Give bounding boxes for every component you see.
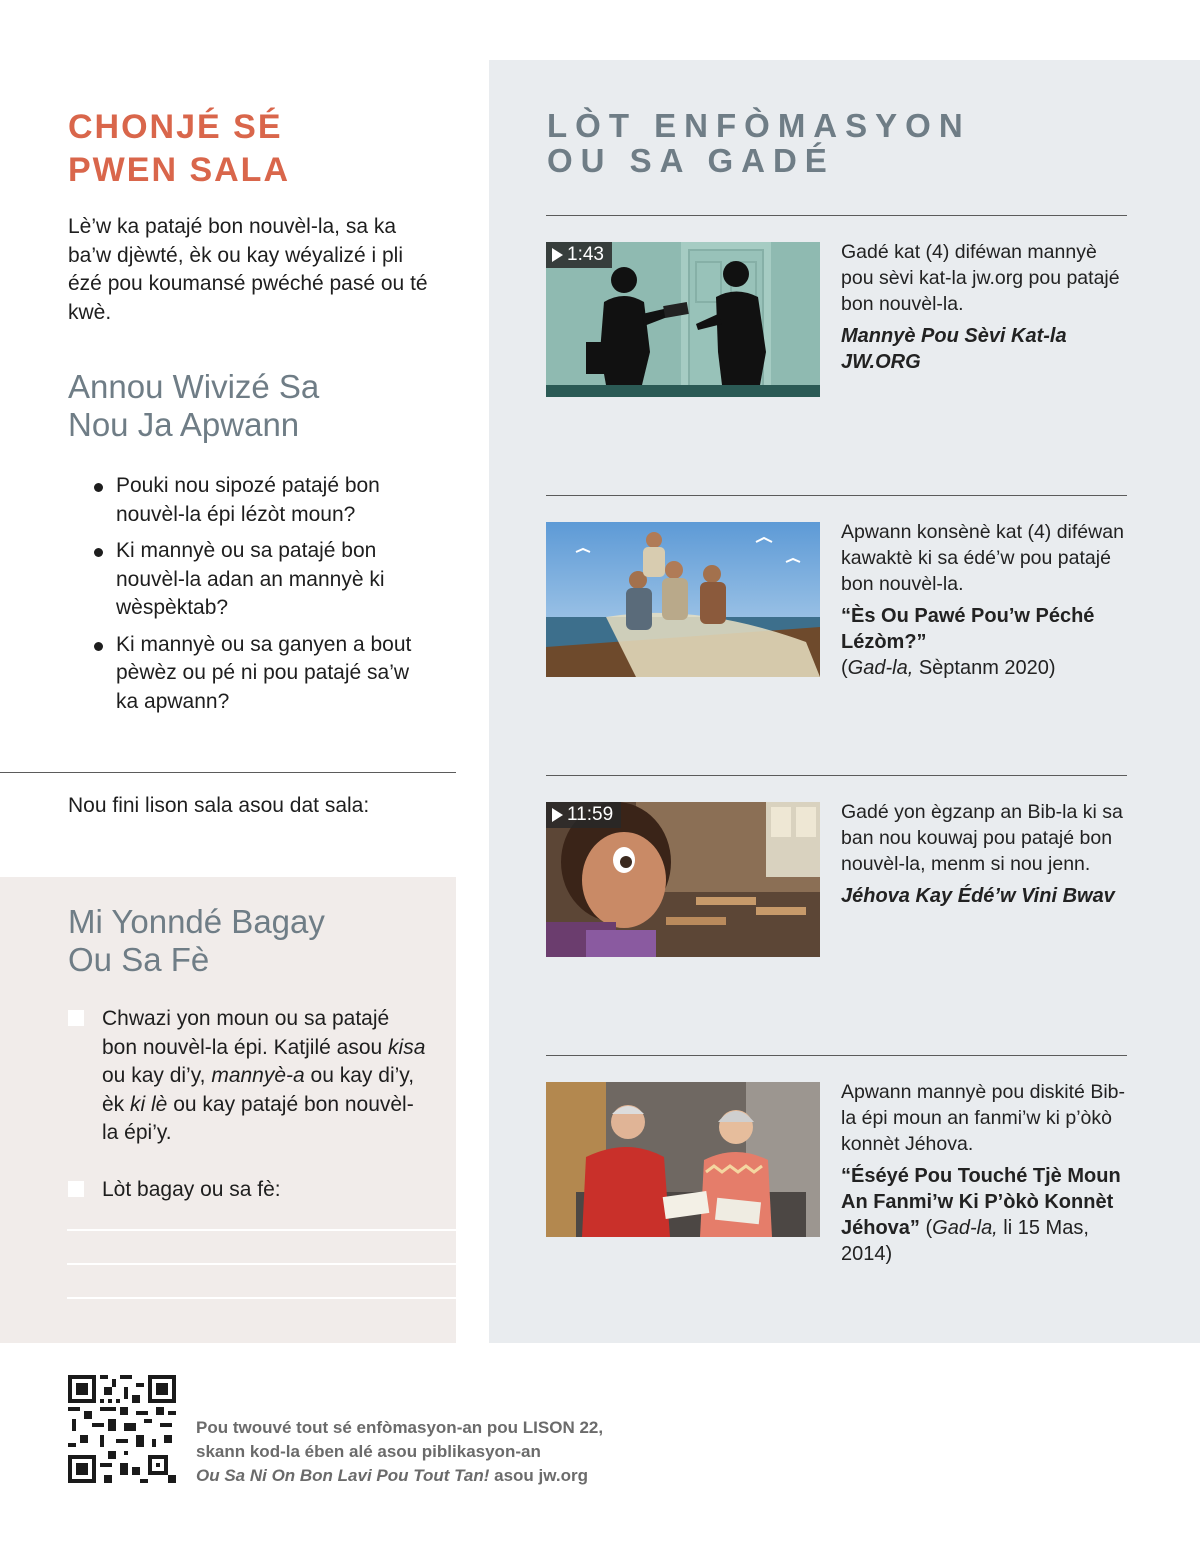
- review-question: Ki mannyè ou sa patajé bon nouvèl-la adan an mannyè ki wèspèktab?: [92, 537, 432, 623]
- publication-ref: (Gad-la, Sèptanm 2020): [841, 657, 1056, 679]
- video-thumbnail[interactable]: [546, 802, 820, 957]
- activity-heading: Mi Yonndé Bagay Ou Sa Fè: [68, 903, 325, 978]
- resource-description: Gadé yon ègzanp an Bib-la ki sa ban nou kouwaj pou patajé bon nouvèl-la, menm si nou jenn. Jéhova Kay Édé’w Vini Bwav: [841, 799, 1131, 909]
- play-icon: [552, 808, 563, 822]
- checkbox[interactable]: [68, 1181, 84, 1197]
- qr-code[interactable]: [68, 1375, 176, 1483]
- completion-date-label[interactable]: Nou fini lison sala asou dat sala:: [68, 794, 370, 817]
- elderly-couple-image: [546, 1082, 820, 1237]
- article-thumbnail[interactable]: [546, 522, 820, 677]
- activity-text: Chwazi yon moun ou sa patajé bon nouvèl-la épi. Katjilé asou kisa ou kay di’y, mannyè-a ou kay di’y, èk ki lè ou kay patajé bon nouvèl-la épi’y.: [102, 1007, 426, 1144]
- video-thumbnail[interactable]: [546, 242, 820, 397]
- divider: [546, 215, 1127, 216]
- divider: [0, 772, 456, 773]
- write-in-line[interactable]: [67, 1229, 456, 1231]
- resource-link[interactable]: “Ès Ou Pawé Pou’w Péché Lézòm?” (Gad-la, Sèptanm 2020): [841, 605, 1095, 679]
- resource-link[interactable]: “Éséyé Pou Touché Tjè Moun An Fanmi’w Ki P’òkò Konnèt Jéhova” (Gad-la, li 15 Mas, 2014): [841, 1165, 1121, 1265]
- play-icon: [552, 248, 563, 262]
- checkbox[interactable]: [68, 1010, 84, 1026]
- review-question: Pouki nou sipozé patajé bon nouvèl-la épi lézòt moun?: [92, 472, 432, 529]
- article-thumbnail[interactable]: [546, 1082, 820, 1237]
- review-heading: Annou Wivizé Sa Nou Ja Apwann: [68, 368, 320, 443]
- review-question: Ki mannyè ou sa ganyen a bout pèwèz ou pé ni pou patajé sa’w ka apwann?: [92, 631, 432, 717]
- divider: [546, 495, 1127, 496]
- resource-description: Apwann konsènè kat (4) diféwan kawaktè ki sa édé’w pou patajé bon nouvèl-la. “Ès Ou Pawé Pou’w Péché Lézòm?” (Gad-la, Sèptanm 2020): [841, 519, 1131, 681]
- divider: [546, 1055, 1127, 1056]
- summary-text: Lè’w ka patajé bon nouvèl-la, sa ka ba’w djèwté, èk ou kay wéyalizé i pli ézé pou koumansé pwéché pasé ou té kwè.: [68, 215, 428, 324]
- write-in-line[interactable]: [67, 1263, 456, 1265]
- resource-description: Gadé kat (4) diféwan mannyè pou sèvi kat-la jw.org pou patajé bon nouvèl-la. Mannyè Pou Sèvi Kat-la JW.ORG: [841, 239, 1131, 375]
- publication-ref: (Gad-la, li 15 Mas, 2014): [841, 1217, 1089, 1265]
- divider: [546, 775, 1127, 776]
- activity-text: Lòt bagay ou sa fè:: [102, 1178, 281, 1201]
- more-resources-title: LÒT ENFÒMASYON OU SA GADÉ: [547, 107, 971, 179]
- footer-note: Pou twouvé tout sé enfòmasyon-an pou LISON 22, skann kod-la ében alé asou piblikasyon-an Ou Sa Ni On Bon Lavi Pou Tout Tan! asou jw.org: [196, 1418, 604, 1485]
- review-questions: [92, 472, 432, 724]
- resource-link[interactable]: Mannyè Pou Sèvi Kat-la JW.ORG: [841, 325, 1067, 373]
- summary-title: CHONJÉ SÉ PWEN SALA: [68, 108, 290, 189]
- video-duration-badge: 1:43: [546, 242, 612, 268]
- activity-item[interactable]: [68, 1005, 428, 1148]
- video-duration-badge: 11:59: [546, 802, 621, 828]
- activity-item[interactable]: [68, 1176, 428, 1205]
- write-in-line[interactable]: [67, 1297, 456, 1299]
- resource-description: Apwann mannyè pou diskité Bib-la épi moun an fanmi’w ki p’òkò konnèt Jéhova. “Éséyé Pou Touché Tjè Moun An Fanmi’w Ki P’òkò Konnèt Jéhova” (Gad-la, li 15 Mas, 2014): [841, 1079, 1131, 1267]
- fishermen-boat-image: [546, 522, 820, 677]
- resource-link[interactable]: Jéhova Kay Édé’w Vini Bwav: [841, 885, 1115, 907]
